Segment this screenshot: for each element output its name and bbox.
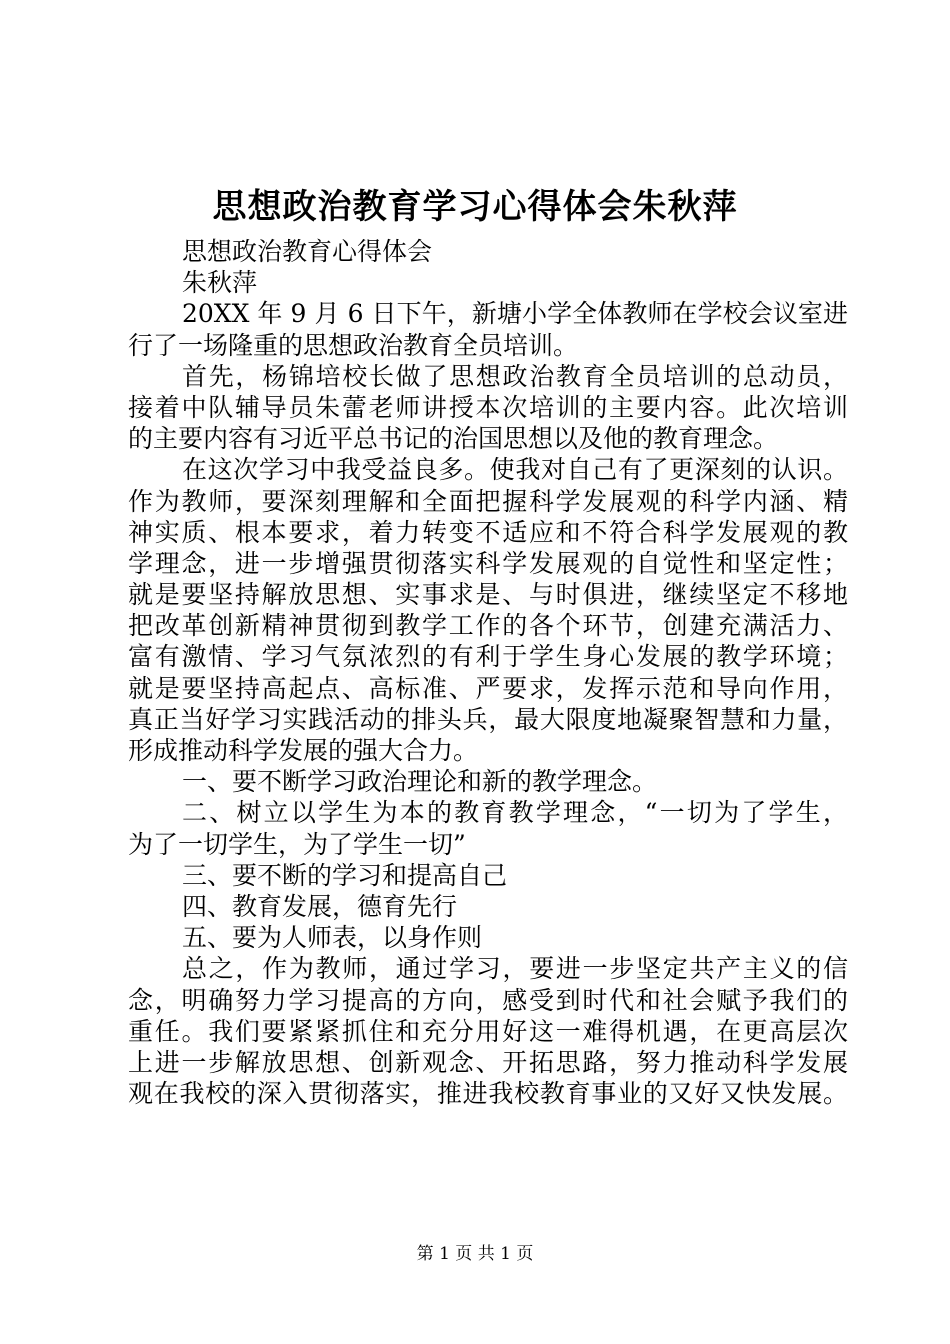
- body-line: 五、要为人师表，以身作则: [182, 923, 483, 953]
- body-line: 20XX 年 9 月 6 日下午，新塘小学全体教师在学校会议室进: [182, 299, 848, 329]
- body-line: 总之，作为教师，通过学习，要进一步坚定共产主义的信: [182, 954, 848, 984]
- page-number-footer: 第 1 页 共 1 页: [416, 1244, 534, 1264]
- document-body: [128, 236, 848, 1109]
- document-title: 思想政治教育学习心得体会朱秋萍: [212, 187, 738, 227]
- body-line: 富有激情、学习气氛浓烈的有利于学生身心发展的教学环境；: [128, 642, 848, 672]
- body-line: 就是要坚持解放思想、实事求是、与时俱进，继续坚定不移地: [128, 580, 848, 610]
- body-line: 学理念，进一步增强贯彻落实科学发展观的自觉性和坚定性；: [128, 548, 848, 578]
- body-line: 一、要不断学习政治理论和新的教学理念。: [182, 767, 658, 797]
- body-line: 为了一切学生，为了学生一切”: [128, 829, 466, 859]
- body-line: 把改革创新精神贯彻到教学工作的各个环节，创建充满活力、: [128, 611, 848, 641]
- body-line: 真正当好学习实践活动的排头兵，最大限度地凝聚智慧和力量，: [128, 704, 848, 734]
- body-line: 三、要不断的学习和提高自己: [182, 860, 508, 890]
- body-line: 四、教育发展，德育先行: [182, 891, 458, 921]
- body-line: 观在我校的深入贯彻落实，推进我校教育事业的又好又快发展。: [128, 1079, 848, 1109]
- body-line: 上进一步解放思想、创新观念、开拓思路，努力推动科学发展: [128, 1047, 848, 1077]
- body-line: 的主要内容有习近平总书记的治国思想以及他的教育理念。: [128, 424, 779, 454]
- body-line: 朱秋萍: [182, 268, 258, 298]
- body-line: 形成推动科学发展的强大合力。: [128, 736, 479, 765]
- body-line: 作为教师，要深刻理解和全面把握科学发展观的科学内涵、精: [128, 486, 848, 516]
- body-line: 重任。我们要紧紧抓住和充分用好这一难得机遇，在更高层次: [128, 1016, 848, 1046]
- body-line: 思想政治教育心得体会: [182, 237, 433, 266]
- body-line: 神实质、根本要求，着力转变不适应和不符合科学发展观的教: [128, 517, 848, 547]
- body-line: 就是要坚持高起点、高标准、严要求，发挥示范和导向作用，: [128, 673, 848, 703]
- body-line: 二、树立以学生为本的教育教学理念，“一切为了学生，: [182, 798, 848, 828]
- body-line: 首先，杨锦培校长做了思想政治教育全员培训的总动员，: [182, 361, 848, 391]
- body-line: 在这次学习中我受益良多。使我对自己有了更深刻的认识。: [182, 455, 848, 485]
- body-line: 接着中队辅导员朱蕾老师讲授本次培训的主要内容。此次培训: [128, 392, 848, 422]
- body-line: 念，明确努力学习提高的方向，感受到时代和社会赋予我们的: [128, 985, 848, 1015]
- body-line: 行了一场隆重的思想政治教育全员培训。: [128, 330, 579, 360]
